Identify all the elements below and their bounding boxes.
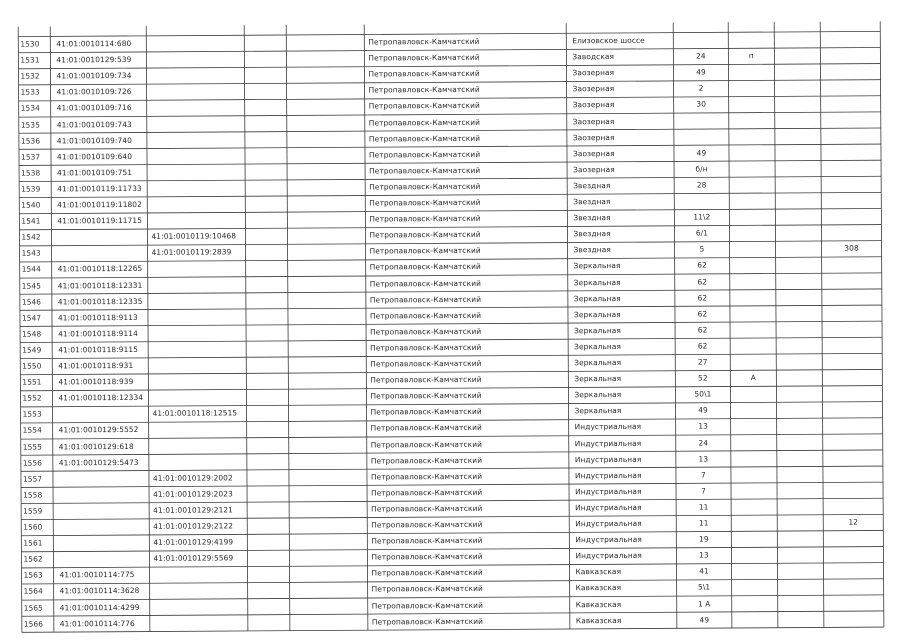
house-number: 62 (675, 310, 730, 318)
row-number: 1550 (22, 362, 50, 370)
city-name: Петропавловск-Камчатский (369, 166, 565, 175)
street-name: Зеркальная (574, 278, 674, 286)
street-name: Елизовское шоссе (572, 37, 672, 45)
row-divider (20, 305, 882, 310)
cadastral-number: 41:01:0010109:751 (57, 169, 145, 177)
street-name: Зеркальная (574, 262, 674, 270)
row-divider (19, 96, 881, 101)
cadastral-number: 41:01:0010109:734 (56, 72, 144, 80)
house-number: 62 (675, 278, 730, 286)
cadastral-number: 41:01:0010118:9113 (58, 314, 146, 322)
row-divider (22, 579, 884, 584)
row-number: 1547 (22, 314, 50, 322)
street-name: Заозерная (573, 165, 673, 173)
cadastral-number: 41:01:0010114:680 (56, 40, 144, 48)
row-number: 1538 (21, 169, 49, 177)
house-number: б/н (674, 165, 729, 173)
street-name: Зеркальная (574, 310, 674, 318)
row-divider (21, 498, 883, 503)
cadastral-number: 41:01:0010118:939 (58, 378, 146, 386)
house-number: 11 (676, 519, 731, 527)
row-number: 1535 (21, 121, 49, 129)
house-number: 7 (676, 487, 731, 495)
city-name: Петропавловск-Камчатский (371, 488, 567, 497)
cadastral-number: 41:01:0010118:9114 (58, 330, 146, 338)
house-number: 62 (675, 326, 730, 334)
city-name: Петропавловск-Камчатский (372, 617, 568, 626)
row-number: 1530 (20, 40, 48, 48)
city-name: Петропавловск-Камчатский (368, 37, 564, 46)
city-name: Петропавловск-Камчатский (371, 408, 567, 417)
street-name: Индустриальная (575, 520, 675, 528)
street-name: Звездная (574, 246, 674, 254)
city-name: Петропавловск-Камчатский (370, 343, 566, 352)
row-number: 1549 (22, 346, 50, 354)
row-divider (21, 530, 883, 535)
row-divider (21, 466, 883, 471)
row-number: 1561 (23, 540, 51, 548)
row-number: 1543 (22, 250, 50, 258)
row-number: 1539 (21, 185, 49, 193)
row-divider (19, 225, 881, 230)
street-name: Зеркальная (574, 375, 674, 383)
row-number: 1541 (21, 218, 49, 226)
house-number: 62 (675, 342, 730, 350)
street-name: Зеркальная (575, 407, 675, 415)
street-name: Звездная (573, 230, 673, 238)
city-name: Петропавловск-Камчатский (368, 53, 564, 62)
cadastral-number-alt: 41:01:0010129:4199 (153, 538, 247, 546)
row-number: 1540 (21, 201, 49, 209)
row-divider (21, 434, 883, 439)
city-name: Петропавловск-Камчатский (369, 118, 565, 127)
city-name: Петропавловск-Камчатский (369, 230, 565, 239)
row-divider (21, 418, 883, 423)
street-name: Кавказская (576, 568, 676, 576)
house-number: 5\1 (677, 584, 732, 592)
city-name: Петропавловск-Камчатский (369, 102, 565, 111)
street-name: Заозерная (572, 69, 672, 77)
city-name: Петропавловск-Камчатский (370, 263, 566, 272)
city-name: Петропавловск-Камчатский (371, 424, 567, 433)
row-number: 1534 (21, 105, 49, 113)
house-number: 49 (673, 68, 728, 76)
row-divider (21, 514, 883, 519)
row-number: 1554 (23, 427, 51, 435)
house-number: 49 (677, 616, 732, 624)
cadastral-number-alt: 41:01:0010129:2121 (153, 506, 247, 514)
cadastral-number: 41:01:0010114:4299 (60, 603, 148, 611)
house-number: 49 (676, 407, 731, 415)
street-name: Кавказская (576, 616, 676, 624)
street-name: Заозерная (573, 101, 673, 109)
cadastral-number: 41:01:0010118:12335 (58, 297, 146, 305)
cadastral-number: 41:01:0010109:716 (57, 104, 145, 112)
house-number: 62 (675, 262, 730, 270)
street-name: Индустриальная (575, 504, 675, 512)
row-number: 1544 (22, 266, 50, 274)
cadastral-number: 41:01:0010109:640 (57, 153, 145, 161)
row-number: 1556 (23, 459, 51, 467)
row-number: 1557 (23, 475, 51, 483)
house-number: 28 (674, 181, 729, 189)
cadastral-number: 41:01:0010109:726 (57, 88, 145, 96)
row-number: 1536 (21, 137, 49, 145)
row-number: 1551 (22, 379, 50, 387)
cadastral-number: 41:01:0010118:12334 (58, 394, 146, 402)
house-number: 24 (673, 52, 728, 60)
city-name: Петропавловск-Камчатский (369, 134, 565, 143)
row-divider (20, 289, 882, 294)
cadastral-number: 41:01:0010118:12265 (58, 265, 146, 273)
row-divider (20, 241, 882, 246)
city-name: Петропавловск-Камчатский (369, 86, 565, 95)
row-divider (18, 31, 880, 36)
house-number: 41 (677, 568, 732, 576)
row-number: 1553 (23, 411, 51, 419)
row-divider (20, 321, 882, 326)
row-divider (22, 563, 884, 568)
row-number: 1562 (23, 556, 51, 564)
apartment-number: 308 (822, 245, 882, 253)
city-name: Петропавловск-Камчатский (371, 472, 567, 481)
cadastral-number-alt: 41:01:0010119:2839 (152, 249, 246, 257)
city-name: Петропавловск-Камчатский (370, 327, 566, 336)
city-name: Петропавловск-Камчатский (371, 440, 567, 449)
street-name: Звездная (573, 198, 673, 206)
city-name: Петропавловск-Камчатский (371, 456, 567, 465)
city-name: Петропавловск-Камчатский (370, 279, 566, 288)
city-name: Петропавловск-Камчатский (369, 198, 565, 207)
row-divider (20, 353, 882, 358)
street-name: Индустриальная (575, 439, 675, 447)
cadastral-number-alt: 41:01:0010129:2023 (153, 490, 247, 498)
house-number: 50\1 (675, 390, 730, 398)
city-name: Петропавловск-Камчатский (371, 536, 567, 545)
house-number: 19 (676, 535, 731, 543)
row-divider (20, 273, 882, 278)
row-number: 1566 (24, 620, 52, 628)
street-name: Индустриальная (575, 536, 675, 544)
house-number: 5 (675, 246, 730, 254)
row-divider (20, 257, 882, 262)
row-divider (19, 208, 881, 213)
street-name: Зеркальная (574, 326, 674, 334)
street-name: Зеркальная (574, 294, 674, 302)
cadastral-number: 41:01:0010129:5473 (59, 458, 147, 466)
row-number: 1563 (24, 572, 52, 580)
cadastral-number: 41:01:0010118:931 (58, 362, 146, 370)
row-divider (20, 386, 882, 391)
city-name: Петропавловск-Камчатский (372, 585, 568, 594)
row-divider (22, 611, 884, 616)
row-divider (19, 160, 881, 165)
cadastral-number: 41:01:0010109:740 (57, 136, 145, 144)
row-divider (21, 547, 883, 552)
street-name: Заводская (572, 53, 672, 61)
house-number: 13 (676, 551, 731, 559)
cadastral-number: 41:01:0010119:11715 (57, 217, 145, 225)
cadastral-number-alt: 41:01:0010119:10468 (151, 232, 245, 240)
house-number: 49 (674, 149, 729, 157)
street-name: Заозерная (573, 85, 673, 93)
cadastral-number: 41:01:0010114:775 (60, 571, 148, 579)
row-number: 1546 (22, 298, 50, 306)
row-divider (19, 80, 881, 85)
city-name: Петропавловск-Камчатский (371, 520, 567, 529)
row-number: 1545 (22, 282, 50, 290)
cadastral-number: 41:01:0010109:743 (57, 120, 145, 128)
row-number: 1555 (23, 443, 51, 451)
row-number: 1531 (20, 57, 48, 65)
city-name: Петропавловск-Камчатский (370, 311, 566, 320)
cadastral-number: 41:01:0010119:11733 (57, 185, 145, 193)
street-name: Зеркальная (574, 343, 674, 351)
house-number: 27 (675, 358, 730, 366)
building-letter: п (728, 52, 774, 60)
cadastral-number-alt: 41:01:0010118:12515 (153, 410, 247, 418)
city-name: Петропавловск-Камчатский (370, 375, 566, 384)
street-name: Кавказская (576, 584, 676, 592)
row-number: 1552 (22, 395, 50, 403)
city-name: Петропавловск-Камчатский (368, 69, 564, 78)
row-divider (19, 192, 881, 197)
row-divider (21, 402, 883, 407)
city-name: Петропавловск-Камчатский (369, 214, 565, 223)
cadastral-number-alt: 41:01:0010129:2002 (153, 474, 247, 482)
cadastral-number: 41:01:0010114:3628 (60, 587, 148, 595)
cadastral-number: 41:01:0010114:776 (60, 619, 148, 627)
street-name: Заозерная (573, 149, 673, 157)
row-divider (19, 176, 881, 181)
street-name: Звездная (573, 214, 673, 222)
house-number: 52 (675, 374, 730, 382)
street-name: Индустриальная (575, 423, 675, 431)
city-name: Петропавловск-Камчатский (371, 504, 567, 513)
street-name: Индустриальная (575, 455, 675, 463)
street-name: Зеркальная (574, 359, 674, 367)
row-number: 1533 (21, 89, 49, 97)
street-name: Кавказская (576, 600, 676, 608)
house-number: 13 (676, 423, 731, 431)
house-number: 6/1 (674, 229, 729, 237)
city-name: Петропавловск-Камчатский (370, 295, 566, 304)
city-name: Петропавловск-Камчатский (369, 182, 565, 191)
city-name: Петропавловск-Камчатский (372, 601, 568, 610)
city-name: Петропавловск-Камчатский (369, 150, 565, 159)
row-number: 1558 (23, 491, 51, 499)
house-number: 2 (674, 85, 729, 93)
city-name: Петропавловск-Камчатский (370, 391, 566, 400)
row-number: 1559 (23, 507, 51, 515)
house-number: 11 (676, 503, 731, 511)
house-number: 62 (675, 294, 730, 302)
row-divider (20, 337, 882, 342)
row-number: 1542 (21, 234, 49, 242)
cadastral-number: 41:01:0010118:9115 (58, 346, 146, 354)
street-name: Индустриальная (575, 471, 675, 479)
row-number: 1532 (20, 73, 48, 81)
cadastral-number-alt: 41:01:0010129:2122 (153, 522, 247, 530)
house-number: 13 (676, 455, 731, 463)
house-number: 30 (674, 101, 729, 109)
city-name: Петропавловск-Камчатский (371, 552, 567, 561)
column-divider (880, 21, 884, 627)
street-name: Зеркальная (574, 391, 674, 399)
row-number: 1548 (22, 330, 50, 338)
city-name: Петропавловск-Камчатский (370, 359, 566, 368)
city-name: Петропавловск-Камчатский (372, 569, 568, 578)
city-name: Петропавловск-Камчатский (370, 247, 566, 256)
row-divider (18, 64, 880, 69)
street-name: Индустриальная (575, 487, 675, 495)
row-divider (19, 112, 881, 117)
cadastral-number: 41:01:0010129:5552 (59, 426, 147, 434)
row-number: 1565 (24, 604, 52, 612)
house-number: 7 (676, 471, 731, 479)
house-number: 11\2 (674, 213, 729, 221)
building-letter: А (730, 374, 776, 382)
street-name: Звездная (573, 182, 673, 190)
row-divider (19, 144, 881, 149)
row-divider (21, 482, 883, 487)
row-divider (21, 450, 883, 455)
cadastral-number-alt: 41:01:0010129:5569 (153, 554, 247, 562)
cadastral-number: 41:01:0010118:12331 (58, 281, 146, 289)
cadastral-number: 41:01:0010119:11802 (57, 201, 145, 209)
cadastral-number: 41:01:0010129:539 (56, 56, 144, 64)
row-number: 1560 (23, 523, 51, 531)
cadastral-number: 41:01:0010129:618 (59, 442, 147, 450)
row-divider (22, 627, 884, 632)
street-name: Заозерная (573, 133, 673, 141)
street-name: Индустриальная (575, 552, 675, 560)
row-number: 1537 (21, 153, 49, 161)
house-number: 1 А (677, 600, 732, 608)
house-number: 24 (676, 439, 731, 447)
apartment-number: 12 (823, 518, 883, 526)
row-divider (19, 128, 881, 133)
row-number: 1564 (24, 588, 52, 596)
street-name: Заозерная (573, 117, 673, 125)
row-divider (22, 595, 884, 600)
